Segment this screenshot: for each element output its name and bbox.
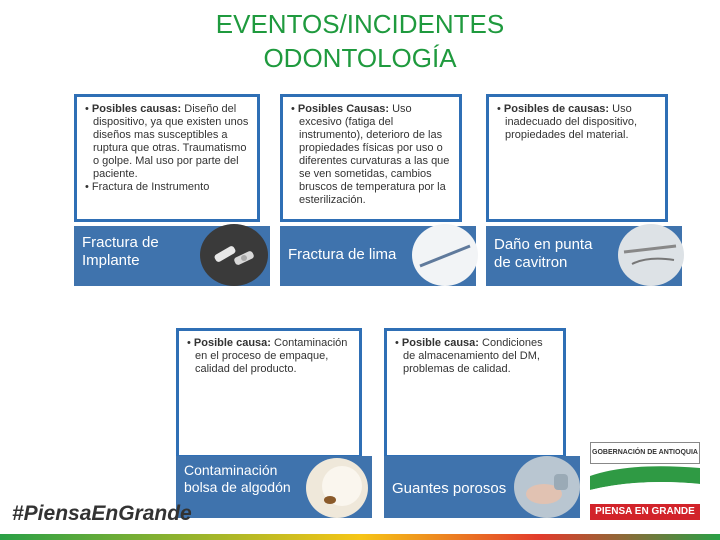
logo-slogan: PIENSA EN GRANDE [590,504,700,520]
logo-gov-text: GOBERNACIÓN DE ANTIOQUIA [590,442,700,464]
hashtag-text: #PiensaEnGrande [12,502,192,525]
incident-label: Guantes porosos [392,480,507,497]
footer-color-bar [0,534,720,540]
page-title-line-2: ODONTOLOGÍA [263,43,457,73]
cause-text: • Posible causa: Condiciones de almacenamiento del DM, problemas de calidad. [395,337,543,375]
cause-text: • Posible causa: Contaminación en el proceso de empaque, calidad del producto. [187,337,348,375]
lima-photo [412,224,478,286]
algodon-photo [306,458,368,518]
cause-text-2: • Fractura de Instrumento [85,181,210,193]
cavitron-photo [618,224,684,286]
page-title-line-1: EVENTOS/INCIDENTES [215,9,505,39]
cause-text: • Posibles causas: Diseño del dispositivo, ya que existen unos diseños mas susceptibles a ruptura que otras. Traumatismo o golpe. Mal uso por parte del paciente. [85,103,249,180]
cause-card-algodon [176,328,362,458]
incident-label: Fractura de Implante [82,234,159,269]
cause-card-implant [74,94,260,222]
implant-photo [200,224,268,286]
cause-card-guantes [384,328,566,458]
incident-label: Daño en punta de cavitron [494,236,593,271]
antioquia-flag-icon [590,462,700,502]
incident-label: Fractura de lima [288,246,397,263]
guantes-photo [514,456,580,518]
gobernacion-logo [586,442,702,522]
cause-text: • Posibles de causas: Uso inadecuado del dispositivo, propiedades del material. [497,103,638,141]
cause-text: • Posibles Causas: Uso excesivo (fatiga del instrumento), deterioro de las propiedades físicas por uso o diferentes curvaturas a las que se ven sometidas, cambios bruscos de temperatura por la esterilización. [291,103,450,206]
cause-card-cavitron [486,94,668,222]
incident-label: Contaminación bolsa de algodón [184,462,291,495]
cause-card-lima [280,94,462,222]
